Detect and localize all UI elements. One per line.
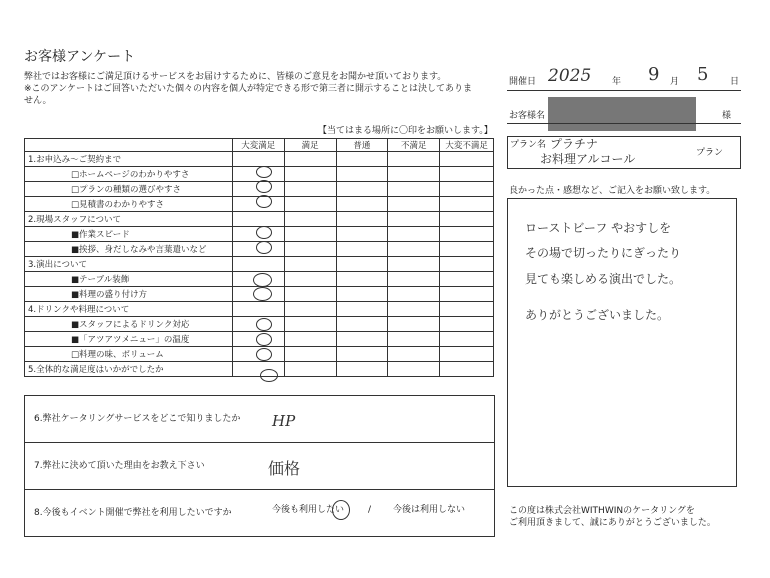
rating-cell[interactable] [388, 287, 440, 302]
rating-cell[interactable] [388, 317, 440, 332]
date-month-unit: 月 [670, 77, 680, 87]
q7-answer: 価格 [268, 459, 301, 478]
rating-cell[interactable] [440, 317, 494, 332]
rating-cell[interactable] [232, 212, 284, 227]
rating-cell[interactable] [284, 152, 336, 167]
column-dissatisfied: 不満足 [388, 139, 440, 152]
rating-cell[interactable] [388, 242, 440, 257]
date-day: 5 [697, 64, 709, 85]
date-month: 9 [648, 64, 660, 85]
intro-line-1: 弊社ではお客様にご満足頂けるサービスをお届けするために、皆様のご意見をお聞かせ頂いております。 [24, 72, 447, 82]
plan-suffix: プラン [696, 148, 724, 158]
footer-line-1: この度は株式会社WITHWINのケータリングを [509, 506, 695, 516]
rating-cell[interactable] [440, 332, 494, 347]
row-label: □プランの種類の選びやすさ [25, 182, 233, 197]
rating-cell[interactable] [284, 257, 336, 272]
plan-value-2: お料理アルコール [540, 152, 636, 166]
row-label: 1.お申込み～ご契約まで [25, 152, 233, 167]
rating-cell[interactable] [284, 362, 336, 377]
rating-cell[interactable] [284, 302, 336, 317]
redacted-name [548, 97, 696, 131]
survey-note: 【当てはまる場所に〇印をお願いします。】 [318, 126, 493, 136]
q8-separator: / [368, 505, 372, 515]
plan-label: プラン名 [510, 140, 547, 150]
rating-cell[interactable] [336, 272, 388, 287]
rating-cell[interactable] [336, 257, 388, 272]
rating-cell[interactable] [440, 167, 494, 182]
rating-cell[interactable] [284, 197, 336, 212]
date-day-unit: 日 [730, 77, 740, 87]
table-row [25, 302, 494, 317]
rating-cell[interactable] [388, 362, 440, 377]
rating-cell[interactable] [388, 227, 440, 242]
feedback-line-4: ありがとうございました。 [525, 308, 670, 322]
row-label: ■料理の盛り付け方 [25, 287, 233, 302]
column-neutral: 普通 [336, 139, 388, 152]
rating-cell[interactable] [440, 197, 494, 212]
questions-divider-1 [24, 442, 494, 443]
mark-circle-greeting [256, 241, 272, 254]
rating-cell[interactable] [336, 152, 388, 167]
rating-cell[interactable] [284, 242, 336, 257]
name-underline [507, 123, 741, 124]
rating-cell[interactable] [336, 332, 388, 347]
rating-cell[interactable] [336, 287, 388, 302]
intro-line-3: せん。 [24, 96, 52, 106]
rating-cell[interactable] [336, 212, 388, 227]
mark-circle-homepage [256, 166, 272, 178]
rating-cell[interactable] [440, 272, 494, 287]
feedback-line-3: 見ても楽しめる演出でした。 [525, 272, 682, 286]
footer-line-2: ご利用頂きまして、誠にありがとうございました。 [509, 518, 716, 528]
rating-cell[interactable] [232, 302, 284, 317]
rating-cell[interactable] [336, 347, 388, 362]
table-row [25, 257, 494, 272]
column-very-satisfied: 大変満足 [232, 139, 284, 152]
q7-label: 7.弊社に決めて頂いた理由をお教え下さい [34, 461, 205, 471]
rating-cell[interactable] [284, 182, 336, 197]
feedback-box [507, 198, 737, 487]
row-label: 4.ドリンクや料理について [25, 302, 233, 317]
rating-cell[interactable] [388, 257, 440, 272]
name-suffix: 様 [722, 111, 732, 121]
rating-cell[interactable] [388, 302, 440, 317]
rating-cell[interactable] [232, 257, 284, 272]
name-label: お客様名 [509, 111, 546, 121]
q6-answer: HP [272, 412, 296, 430]
date-year: 2025 [548, 66, 592, 86]
q8-option-yes: 今後も利用したい [272, 505, 345, 515]
q8-label: 8.今後もイベント開催で弊社を利用したいですか [34, 508, 232, 518]
rating-cell[interactable] [440, 287, 494, 302]
rating-cell[interactable] [336, 227, 388, 242]
rating-cell[interactable] [284, 287, 336, 302]
rating-cell[interactable] [440, 347, 494, 362]
mark-circle-overall [260, 369, 278, 382]
row-label: ■「アツアツメニュー」の温度 [25, 332, 233, 347]
rating-cell[interactable] [336, 362, 388, 377]
table-row [25, 362, 494, 377]
rating-cell[interactable] [440, 227, 494, 242]
rating-cell[interactable] [388, 212, 440, 227]
rating-cell[interactable] [388, 272, 440, 287]
row-label: □料理の味、ボリューム [25, 347, 233, 362]
rating-cell[interactable] [388, 182, 440, 197]
rating-cell[interactable] [284, 332, 336, 347]
rating-cell[interactable] [440, 212, 494, 227]
rating-cell[interactable] [388, 167, 440, 182]
row-label: 2.現場スタッフについて [25, 212, 233, 227]
mark-circle-table-deco [253, 273, 272, 287]
column-very-dissatisfied: 大変不満足 [440, 139, 494, 152]
row-label: ■テーブル装飾 [25, 272, 233, 287]
rating-cell[interactable] [284, 317, 336, 332]
rating-cell[interactable] [440, 152, 494, 167]
mark-circle-work-speed [256, 226, 272, 239]
date-label: 開催日 [509, 77, 537, 87]
table-row [25, 152, 494, 167]
rating-cell[interactable] [388, 332, 440, 347]
rating-cell[interactable] [388, 197, 440, 212]
feedback-label: 良かった点・感想など、ご記入をお願い致します。 [509, 186, 716, 196]
rating-cell[interactable] [388, 347, 440, 362]
q6-label: 6.弊社ケータリングサービスをどこで知りましたか [34, 414, 241, 424]
row-label: □見積書のわかりやすさ [25, 197, 233, 212]
row-label: ■作業スピード [25, 227, 233, 242]
mark-circle-plating [253, 287, 272, 301]
header-empty [25, 139, 233, 152]
questions-divider-2 [24, 489, 494, 490]
row-label: 3.演出について [25, 257, 233, 272]
date-year-unit: 年 [612, 77, 622, 87]
rating-cell[interactable] [336, 317, 388, 332]
mark-circle-estimate [256, 195, 272, 208]
rating-cell[interactable] [284, 167, 336, 182]
feedback-line-1: ローストビーフ やおすしを [525, 221, 672, 235]
survey-title: お客様アンケート [24, 49, 136, 65]
q8-selected-circle [332, 500, 350, 520]
rating-cell[interactable] [440, 242, 494, 257]
row-label: ■スタッフによるドリンク対応 [25, 317, 233, 332]
row-label: 5.全体的な満足度はいかがでしたか [25, 362, 233, 377]
rating-cell[interactable] [284, 272, 336, 287]
intro-line-2: ※このアンケートはご回答いただいた個々の内容を個人が特定できる形で第三者に開示することは決してありま [24, 84, 473, 94]
rating-cell[interactable] [336, 242, 388, 257]
row-label: □ホームページのわかりやすさ [25, 167, 233, 182]
rating-cell[interactable] [336, 302, 388, 317]
q8-option-no: 今後は利用しない [393, 505, 466, 515]
rating-cell[interactable] [440, 302, 494, 317]
rating-cell[interactable] [284, 347, 336, 362]
mark-circle-taste [256, 348, 272, 361]
plan-value-1: プラチナ [550, 137, 599, 151]
date-underline [507, 90, 741, 91]
column-satisfied: 満足 [284, 139, 336, 152]
table-row [25, 212, 494, 227]
rating-cell[interactable] [284, 227, 336, 242]
rating-cell[interactable] [336, 197, 388, 212]
rating-cell[interactable] [336, 167, 388, 182]
rating-cell[interactable] [440, 257, 494, 272]
rating-cell[interactable] [440, 362, 494, 377]
mark-circle-drink-service [256, 318, 272, 331]
rating-cell[interactable] [284, 212, 336, 227]
feedback-line-2: その場で切ったりにぎったり [525, 246, 682, 260]
mark-circle-hot-menu [256, 333, 272, 346]
rating-cell[interactable] [440, 182, 494, 197]
mark-circle-plan-types [256, 180, 272, 193]
rating-cell[interactable] [388, 152, 440, 167]
rating-cell[interactable] [336, 182, 388, 197]
rating-cell[interactable] [232, 152, 284, 167]
row-label: ■挨拶、身だしなみや言葉遣いなど [25, 242, 233, 257]
